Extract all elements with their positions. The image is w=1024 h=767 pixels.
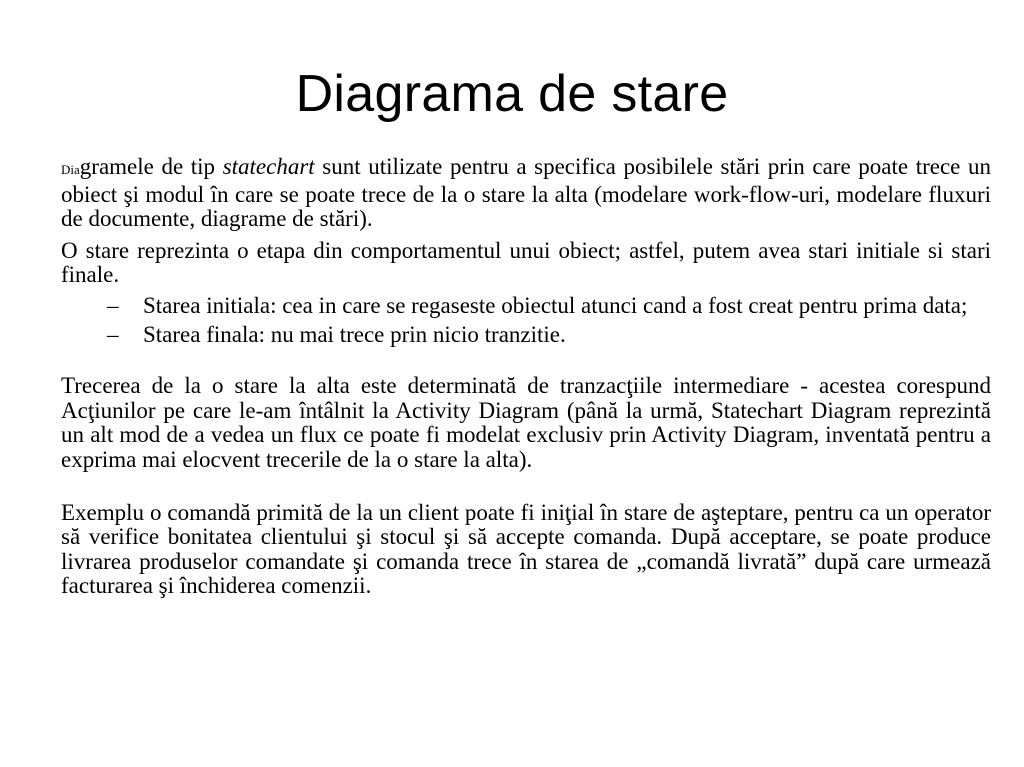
state-bullet-list xyxy=(61,294,991,347)
paragraph-rest: sunt utilizate pentru a specifica posibilele stări prin care poate trece un obiect şi modul în care se poate trece de la o stare la alta (modelare work-flow-uri, modelare fluxuri de documente, diagrame de stări). xyxy=(61,154,992,232)
bullet-dash-icon: – xyxy=(107,321,119,347)
paragraph-state-definition: O stare reprezinta o etapa din comportamentul unui obiect; astfel, putem avea stari initiale si stari finale. xyxy=(61,237,991,288)
bullet-initial-state xyxy=(61,294,991,319)
bullet-final-state xyxy=(61,323,991,348)
paragraph-lead-rest: gramele de tip xyxy=(79,154,223,179)
paragraph-italic-term: statechart xyxy=(222,154,315,179)
bullet-text: Starea initiala: cea in care se regaseste obiectul atunci cand a fost creat pentru prima data; xyxy=(143,292,968,318)
paragraph-example: Exemplu o comandă primită de la un client poate fi iniţial în stare de aşteptare, pentru ca un operator să verifice bonitatea clientului şi stocul şi să accepte comanda. După acceptare, se poate produce livrarea produselor comandate şi comanda trece în starea de „comandă livrată” după care urmează facturarea şi închiderea comenzii. xyxy=(61,499,991,599)
slide-title: Diagrama de stare xyxy=(295,65,729,123)
paragraph-lead-small: Dia xyxy=(61,162,80,177)
paragraph-transitions: Trecerea de la o stare la alta este determinată de tranzacţiile intermediare - acestea corespund Acţiunilor pe care le-am întâlnit la Activity Diagram (până la urmă, Statechart Diagram reprezintă un alt mod de a vedea un flux ce poate fi modelat exclusiv prin Activity Diagram, inventată pentru a exprima mai elocvent trecerile de la o stare la alta). xyxy=(61,373,991,472)
bullet-dash-icon: – xyxy=(107,292,119,318)
slide-body xyxy=(61,155,991,599)
paragraph-statechart-intro xyxy=(61,155,991,232)
bullet-text: Starea finala: nu mai trece prin nicio tranzitie. xyxy=(143,321,566,347)
